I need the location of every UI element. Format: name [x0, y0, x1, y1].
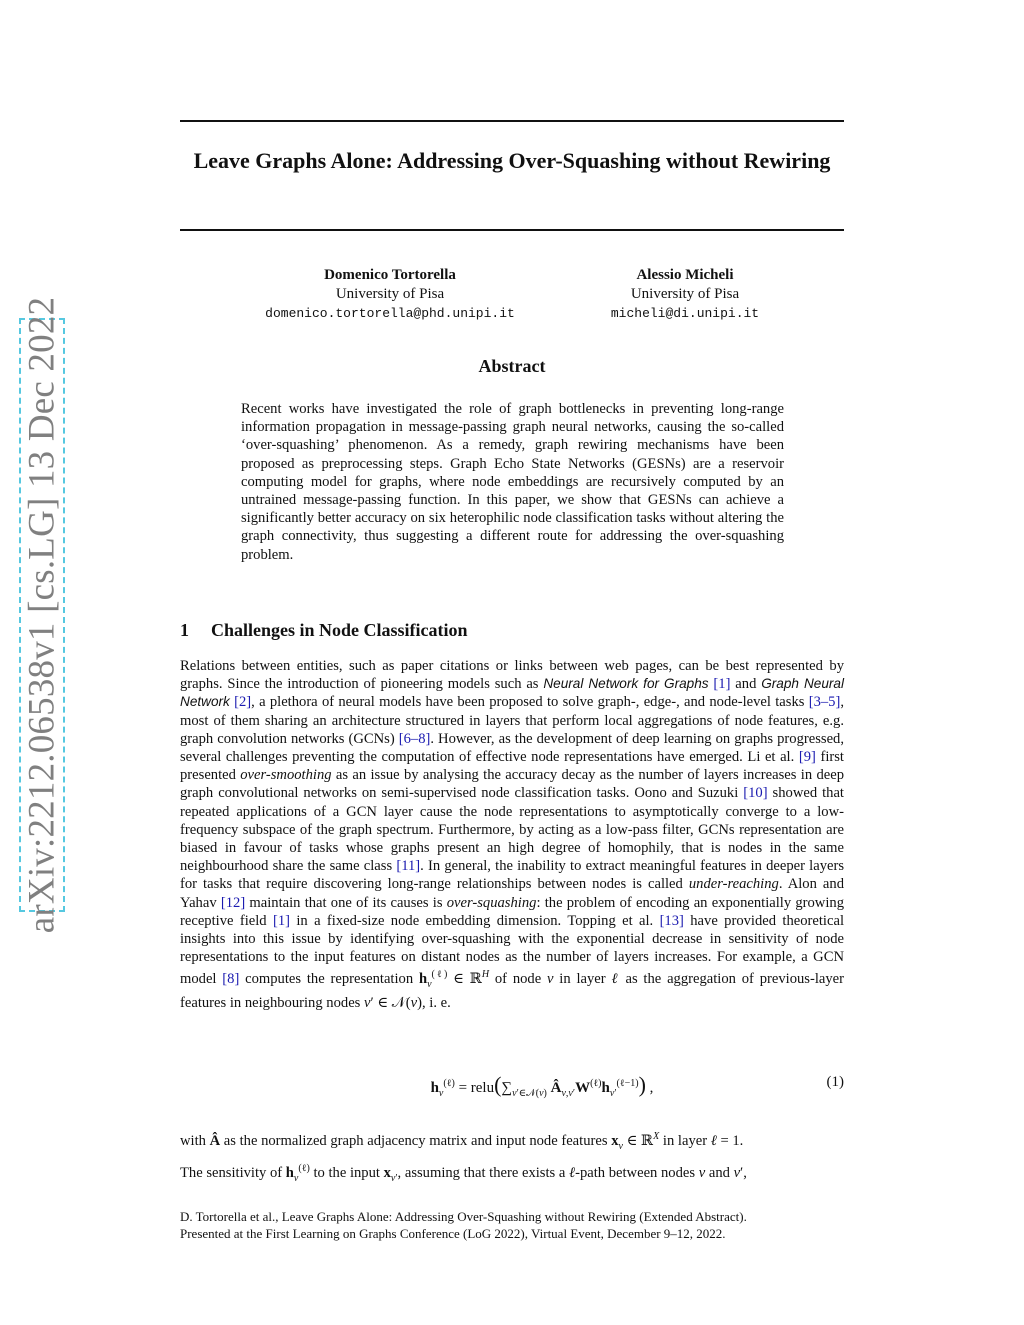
- citation-link[interactable]: [6–8]: [398, 730, 431, 747]
- section-heading: [180, 620, 468, 641]
- title-top-rule: [180, 120, 844, 122]
- text-run: as the normalized graph adjacency matrix and input node features: [220, 1132, 612, 1149]
- equation-number: (1): [826, 1074, 844, 1090]
- section-number: 1: [180, 620, 189, 640]
- text-run: : the problem of encoding an exponentially growing receptive field: [180, 894, 844, 929]
- text-run: , a plethora of neural models have been proposed to solve graph-, edge-, and node-level tasks: [251, 694, 809, 711]
- text-run: showed that repeated applications of a GCN layer cause the node representations to asymptotically converge to a low-frequency subspace of the graph spectrum. Furthermore, by acting as a low-pass filter, GCNs representation are biased in favour of tasks whose graphs present an high degree of homophily, that is nodes in the same neighbourhood share the same class: [180, 785, 844, 875]
- citation-link[interactable]: [1]: [713, 676, 731, 693]
- emph-text: Neural Network for Graphs: [543, 676, 709, 692]
- footnote-line: Presented at the First Learning on Graphs Conference (LoG 2022), Virtual Event, December 9–12, 2022.: [180, 1226, 726, 1241]
- abstract-text: Recent works have investigated the role of graph bottlenecks in preventing long-range information propagation in message-passing graph neural networks, causing the so-called ‘over-squashing’ phenomenon. As a remedy, graph rewiring mechanisms have been proposed as preprocessing steps. Graph Echo State Networks (GESNs) are a reservoir computing model for graphs, where node embeddings are recursively computed by an untrained message-passing function. In this paper, we show that GESNs can achieve a significantly better accuracy on six heterophilic node classification tasks without altering the graph connectivity, thus suggesting a different route for addressing the over-squashing problem.: [241, 401, 784, 563]
- author-affiliation: University of Pisa: [335, 286, 445, 302]
- text-run: and: [730, 676, 762, 693]
- author-affiliation: University of Pisa: [630, 286, 740, 302]
- citation-link[interactable]: [9]: [798, 749, 816, 766]
- text-run: Relations between entities, such as paper citations or links between web pages, can be best represented by graphs. Since the introduction of pioneering models such as: [180, 658, 844, 693]
- footnote: [180, 1208, 860, 1242]
- text-run: have provided theoretical insights into this issue by identifying over-squashing with the exponential decrease in sensitivity of node representations to the input features on distant nodes as the number of layers increases. For example, a GCN model: [180, 912, 844, 988]
- math-inline: v′,: [733, 1164, 747, 1181]
- author-name: Alessio Micheli: [636, 267, 734, 283]
- text-run: with: [180, 1132, 210, 1149]
- author-block-1: [250, 266, 530, 323]
- text-run: . Alon and Yahav: [180, 876, 844, 911]
- text-run: as the aggregation of previous-layer features in neighbouring nodes: [180, 971, 844, 1012]
- text-run: and: [705, 1164, 734, 1181]
- citation-link[interactable]: [12]: [220, 894, 246, 911]
- arxiv-id-text: arXiv:2212.06538v1 [cs.LG] 13 Dec 2022: [21, 296, 63, 934]
- text-run: first presented: [180, 749, 844, 784]
- citation-link[interactable]: [13]: [659, 912, 684, 929]
- author-email[interactable]: micheli@di.unipi.it: [610, 306, 760, 321]
- math-inline: ℓ = 1.: [710, 1132, 744, 1149]
- emph-text: over-squashing: [446, 894, 537, 911]
- author-email[interactable]: domenico.tortorella@phd.unipi.it: [265, 306, 515, 321]
- text-run: , assuming that there exists a: [397, 1164, 569, 1181]
- author-name: Domenico Tortorella: [324, 267, 456, 283]
- math-inline: Â: [209, 1132, 221, 1149]
- math-inline: $x_{v'}$: [383, 1164, 398, 1184]
- math-inline: $x_v$ ∈ ℝ$^X$: [611, 1131, 660, 1152]
- citation-link[interactable]: [8]: [222, 971, 240, 988]
- text-run: -path between nodes: [575, 1164, 699, 1181]
- text-run: to the input: [309, 1164, 384, 1181]
- text-run: in layer: [659, 1132, 711, 1149]
- citation-link[interactable]: [2]: [234, 694, 252, 711]
- section-title: Challenges in Node Classification: [211, 620, 468, 640]
- math-inline: v: [547, 971, 554, 988]
- text-run: maintain that one of its causes is: [245, 894, 447, 911]
- math-inline: $h_v^{(\ell)}$ ∈ ℝ$^H$: [418, 969, 490, 991]
- equation-block: [180, 1068, 844, 1104]
- math-inline: v: [698, 1164, 706, 1181]
- math-inline: v′ ∈ 𝒩(v): [364, 995, 422, 1012]
- math-inline: ℓ: [569, 1164, 576, 1181]
- text-run: computes the representation: [239, 971, 419, 988]
- title-bottom-rule: [180, 229, 844, 231]
- footnote-line: D. Tortorella et al., Leave Graphs Alone: Addressing Over-Squashing without Rewiring (Extended Abstract).: [180, 1209, 747, 1224]
- citation-link[interactable]: [3–5]: [808, 694, 841, 711]
- post-equation-text: [180, 1126, 844, 1190]
- citation-link[interactable]: [11]: [396, 858, 421, 875]
- citation-link[interactable]: [10]: [743, 785, 768, 802]
- text-run: as an issue by analysing the accuracy decay as the number of layers increases in deep graph convolutional networks on semi-supervised node classification tasks. Oono and Suzuki: [180, 767, 844, 802]
- equation-formula: $h_v^{(\ell)}$ = $relu(\sum_{v'\in 𝒩(v)}$ $Â_{v,v'}W^{(\ell)}h_{v'}^{(\ell-1)}$) ,: [430, 1072, 654, 1099]
- emph-text: over-smoothing: [240, 767, 332, 784]
- text-run: , i. e.: [421, 995, 451, 1012]
- text-run: , most of them sharing an architecture structured in layers that perform local aggregations of node features, e.g. graph convolution networks (GCNs): [180, 694, 844, 747]
- text-run: . However, as the development of deep learning on graphs progressed, several challenges preventing the computation of effective node representations have emerged. Li et al.: [180, 730, 844, 766]
- emph-text: under-reaching: [688, 876, 779, 893]
- math-inline: ℓ: [611, 971, 620, 988]
- text-run: in layer: [553, 971, 612, 988]
- citation-link[interactable]: [1]: [272, 912, 290, 929]
- abstract-heading: Abstract: [478, 356, 546, 376]
- arxiv-stamp[interactable]: [19, 296, 65, 934]
- author-block-2: [575, 266, 795, 323]
- text-run: in a fixed-size node embedding dimension. Topping et al.: [289, 912, 660, 929]
- emph-text: Graph Neural Network: [180, 676, 844, 710]
- text-run: The sensitivity of: [180, 1164, 286, 1181]
- text-run: of node: [489, 971, 548, 988]
- text-run: . In general, the inability to extract meaningful features in deeper layers for tasks that require discovering long-range relationships between nodes is called: [180, 858, 845, 893]
- math-inline: $h_v^{(\ell)}$: [285, 1162, 310, 1184]
- paper-title: Leave Graphs Alone: Addressing Over-Squashing without Rewiring: [193, 148, 831, 173]
- section-body: [180, 657, 844, 1013]
